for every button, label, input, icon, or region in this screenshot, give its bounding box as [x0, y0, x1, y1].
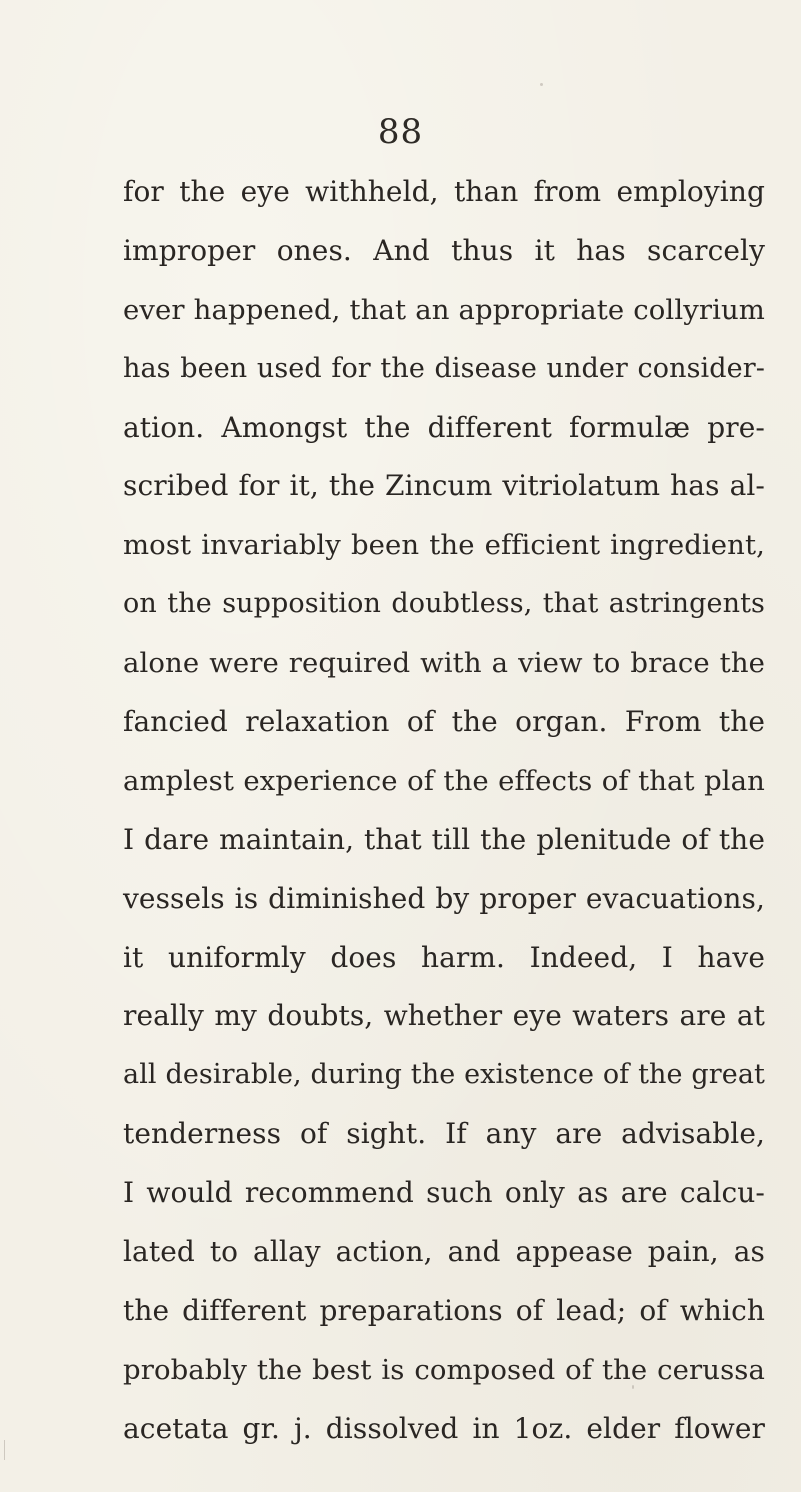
text-line: it uniformly does harm. Indeed, I have	[123, 940, 765, 974]
page-number: 88	[377, 112, 424, 152]
text-line: I would recommend such only as are calcu-	[123, 1176, 765, 1210]
body-text	[123, 163, 765, 1459]
text-line: fancied relaxation of the organ. From the	[123, 705, 765, 739]
text-line: tenderness of sight. If any are advisable,	[123, 1117, 765, 1151]
text-line: I dare maintain, that till the plenitude of the	[123, 822, 765, 856]
text-line: really my doubts, whether eye waters are at	[123, 999, 765, 1033]
text-line: on the supposition doubtless, that astringents	[123, 588, 765, 620]
text-line: the different preparations of lead; of which	[123, 1293, 765, 1327]
text-line: ever happened, that an appropriate collyrium	[123, 293, 765, 326]
text-line: amplest experience of the effects of that plan	[123, 764, 765, 797]
text-line: improper ones. And thus it has scarcely	[123, 233, 765, 267]
paper-speck	[632, 1385, 634, 1389]
text-line: probably the best is composed of the cerussa	[123, 1353, 765, 1386]
text-line: scribed for it, the Zincum vitriolatum has al-	[123, 469, 765, 503]
text-line: ation. Amongst the different formulæ pre-	[123, 410, 765, 444]
text-line: acetata gr. j. dissolved in 1oz. elder flower	[123, 1411, 765, 1445]
text-line: all desirable, during the existence of the great	[123, 1059, 765, 1091]
text-line: lated to allay action, and appease pain, as	[123, 1235, 765, 1269]
text-line: vessels is diminished by proper evacuations,	[123, 881, 765, 915]
paper-speck	[4, 1440, 5, 1460]
text-line: most invariably been the efficient ingredient,	[123, 529, 765, 562]
text-line: for the eye withheld, than from employing	[123, 175, 765, 208]
text-line: alone were required with a view to brace the	[123, 647, 765, 680]
paper-speck	[540, 83, 543, 86]
text-line: has been used for the disease under consider-	[123, 352, 765, 384]
